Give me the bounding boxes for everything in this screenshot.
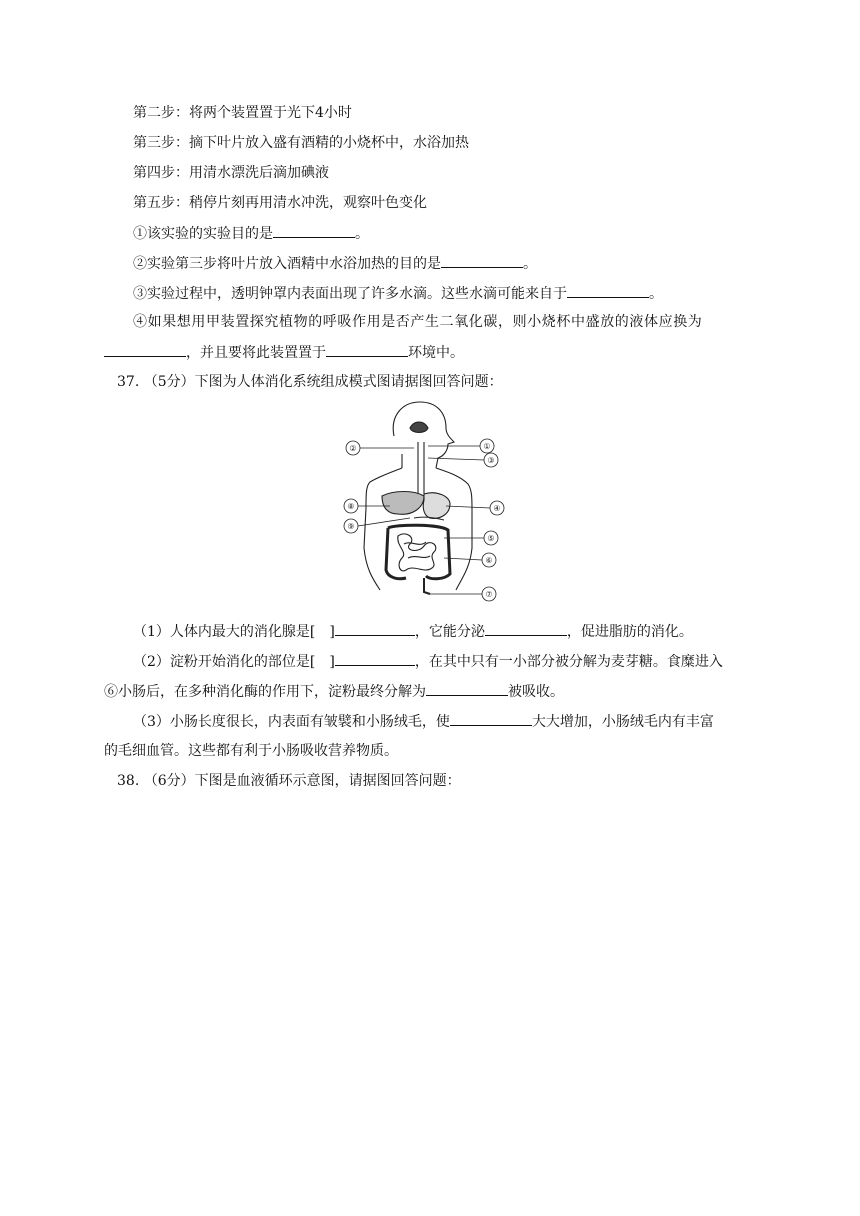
answer-blank[interactable] [104, 342, 186, 357]
q1-end: 。 [355, 226, 369, 242]
question-37-1 [133, 621, 693, 642]
question-2 [133, 253, 537, 274]
q4-mid: ，并且要将此装置置于 [186, 345, 326, 361]
question-37-2-line2 [104, 681, 564, 702]
question-37-3-line2: 的毛细血管。这些都有利于小肠吸收营养物质。 [104, 743, 398, 759]
question-3 [133, 283, 663, 304]
label-7: ⑦ [485, 590, 493, 599]
answer-blank[interactable] [567, 283, 649, 298]
step2-line: 第二步：将两个装置置于光下4小时 [133, 105, 352, 121]
answer-blank[interactable] [485, 621, 567, 636]
q37-1-end: ，促进脂肪的消化。 [566, 624, 693, 640]
q3-end: 。 [649, 286, 663, 302]
step4-line: 第四步：用清水漂洗后滴加碘液 [133, 165, 329, 181]
label-9: ⑨ [347, 522, 355, 531]
q2-end: 。 [523, 256, 537, 272]
q37-3-text: （3）小肠长度很长，内表面有皱襞和小肠绒毛，使 [133, 714, 450, 730]
q37-2-mid: ，在其中只有一小部分被分解为麦芽糖。食糜进入 [414, 654, 723, 670]
question-4-line2 [104, 342, 464, 363]
q37-1-text: （1）人体内最大的消化腺是[ [133, 624, 316, 640]
label-8: ⑧ [347, 502, 355, 511]
label-3: ③ [487, 456, 495, 465]
label-4: ④ [493, 504, 501, 513]
bracket-close: ] [329, 624, 335, 640]
q37-3-end: 大大增加，小肠绒毛内有丰富 [531, 714, 714, 730]
question-38-title: 38. （6分）下图是血液循环示意图，请据图回答问题： [117, 773, 461, 789]
step3-line: 第三步：摘下叶片放入盛有酒精的小烧杯中，水浴加热 [133, 135, 469, 151]
q2-text: ②实验第三步将叶片放入酒精中水浴加热的目的是 [133, 256, 441, 272]
answer-blank[interactable] [326, 342, 408, 357]
digestive-system-diagram [340, 398, 512, 606]
question-37-3 [133, 711, 714, 732]
bracket-close: ] [329, 654, 335, 670]
step5-line: 第五步：稍停片刻再用清水冲洗，观察叶色变化 [133, 195, 427, 211]
q37-2-text: （2）淀粉开始消化的部位是[ [133, 654, 316, 670]
answer-blank[interactable] [335, 621, 415, 636]
q3-text: ③实验过程中，透明钟罩内表面出现了许多水滴。这些水滴可能来自于 [133, 286, 567, 302]
label-6: ⑥ [485, 556, 493, 565]
q37-2-line2-text: ⑥小肠后，在多种消化酶的作用下，淀粉最终分解为 [104, 684, 426, 700]
q1-text: ①该实验的实验目的是 [133, 226, 273, 242]
question-4-line1: ④如果想用甲装置探究植物的呼吸作用是否产生二氧化碳，则小烧杯中盛放的液体应换为 [133, 314, 703, 330]
label-1: ① [483, 442, 491, 451]
answer-blank[interactable] [273, 223, 355, 238]
answer-blank[interactable] [441, 253, 523, 268]
question-37-2 [133, 651, 723, 672]
answer-blank[interactable] [335, 651, 415, 666]
q37-1-mid: ，它能分泌 [414, 624, 485, 640]
question-1 [133, 223, 369, 244]
q4-end: 环境中。 [408, 345, 464, 361]
answer-blank[interactable] [426, 681, 508, 696]
label-5: ⑤ [487, 534, 495, 543]
answer-blank[interactable] [450, 711, 532, 726]
question-37-title: 37. （5分）下图为人体消化系统组成模式图请据图回答问题： [117, 374, 503, 390]
q37-2-line2-end: 被吸收。 [508, 684, 564, 700]
label-2: ② [349, 444, 357, 453]
